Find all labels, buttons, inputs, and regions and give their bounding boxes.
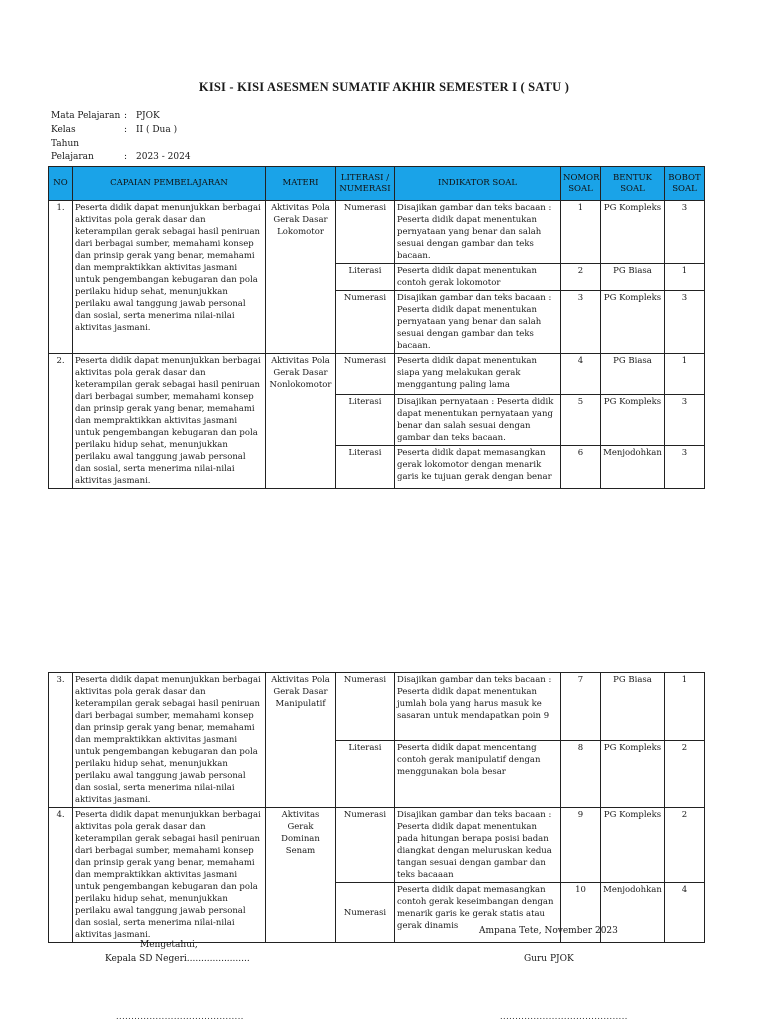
indikator-cell: Disajikan pernyataan : Peserta didik dapat menentukan pernyataan yang benar dan salah sesuai dengan gambar dan teks bacaan. bbox=[395, 394, 561, 446]
row-number: 1. bbox=[49, 201, 73, 354]
row-number: 4. bbox=[49, 808, 73, 943]
indikator-cell: Peserta didik dapat memasangkan contoh gerak keseimbangan dengan menarik garis ke gerak statis atau gerak dinamis bbox=[395, 883, 561, 943]
bentuk-cell: PG Kompleks bbox=[601, 201, 665, 264]
literasi-cell: Numerasi bbox=[336, 354, 395, 395]
indikator-cell: Disajikan gambar dan teks bacaan : Peserta didik dapat menentukan pernyataan yang benar dan salah sesuai dengan gambar dan teks bacaan. bbox=[395, 201, 561, 264]
signature-line-right: .......................................... bbox=[500, 1012, 628, 1021]
meta-year: Tahun Pelajaran : 2023 - 2024 bbox=[51, 139, 191, 162]
capaian-text: Peserta didik dapat menunjukkan berbagai aktivitas pola gerak dasar dan keterampilan gerak sebagai hasil peniruan dari berbagai sumber, memahami konsep dan prinsip gerak yang benar, memahami dan mempraktikkan aktivitas jasmani untuk pengembangan kebugaran dan pola perilaku hidup sehat, menunjukkan perilaku awal tanggung jawab personal dan sosial, serta menerima nilai-nilai aktivitas jasmani. bbox=[73, 673, 266, 808]
bobot-cell: 3 bbox=[665, 201, 705, 264]
nomor-cell: 4 bbox=[561, 354, 601, 395]
signature-line-left: .......................................... bbox=[116, 1012, 244, 1021]
indikator-cell: Peserta didik dapat mencentang contoh gerak manipulatif dengan menggunakan bola besar bbox=[395, 740, 561, 808]
materi-text: Aktivitas Gerak Dominan Senam bbox=[266, 808, 336, 943]
table-row bbox=[49, 201, 705, 264]
bentuk-cell: Menjodohkan bbox=[601, 446, 665, 489]
header-indikator: INDIKATOR SOAL bbox=[395, 167, 561, 201]
table-row bbox=[49, 354, 705, 395]
indikator-cell: Disajikan gambar dan teks bacaan : Peserta didik dapat menentukan jumlah bola yang harus masuk ke sasaran untuk mendapatkan poin 9 bbox=[395, 673, 561, 741]
meta-class: Kelas : II ( Dua ) bbox=[51, 125, 178, 135]
nomor-cell: 5 bbox=[561, 394, 601, 446]
document-title: KISI - KISI ASESMEN SUMATIF AKHIR SEMESTER I ( SATU ) bbox=[198, 80, 570, 94]
table-row bbox=[49, 673, 705, 741]
kisi-table-page-1 bbox=[48, 166, 705, 489]
bentuk-cell: PG Kompleks bbox=[601, 808, 665, 883]
kisi-table-page-2 bbox=[48, 672, 705, 943]
header-bobot: BOBOT SOAL bbox=[665, 167, 705, 201]
nomor-cell: 2 bbox=[561, 264, 601, 291]
materi-text: Aktivitas Pola Gerak Dasar Lokomotor bbox=[266, 201, 336, 354]
nomor-cell: 10 bbox=[561, 883, 601, 943]
literasi-cell: Literasi bbox=[336, 446, 395, 489]
bentuk-cell: PG Biasa bbox=[601, 264, 665, 291]
place-date: Ampana Tete, November 2023 bbox=[479, 926, 618, 936]
bobot-cell: 1 bbox=[665, 673, 705, 741]
guru-label: Guru PJOK bbox=[524, 954, 574, 964]
kepala-sekolah-label: Kepala SD Negeri...................... bbox=[105, 954, 250, 964]
header-bentuk: BENTUK SOAL bbox=[601, 167, 665, 201]
literasi-cell: Numerasi bbox=[336, 808, 395, 883]
bentuk-cell: Menjodohkan bbox=[601, 883, 665, 943]
capaian-text: Peserta didik dapat menunjukkan berbagai aktivitas pola gerak dasar dan keterampilan gerak sebagai hasil peniruan dari berbagai sumber, memahami konsep dan prinsip gerak yang benar, memahami dan mempraktikkan aktivitas jasmani untuk pengembangan kebugaran dan pola perilaku hidup sehat, menunjukkan perilaku awal tanggung jawab personal dan sosial, serta menerima nilai-nilai aktivitas jasmani. bbox=[73, 201, 266, 354]
bentuk-cell: PG Kompleks bbox=[601, 394, 665, 446]
materi-text: Aktivitas Pola Gerak Dasar Nonlokomotor bbox=[266, 354, 336, 489]
bobot-cell: 4 bbox=[665, 883, 705, 943]
bobot-cell: 3 bbox=[665, 446, 705, 489]
row-number: 3. bbox=[49, 673, 73, 808]
bobot-cell: 3 bbox=[665, 291, 705, 354]
nomor-cell: 1 bbox=[561, 201, 601, 264]
bobot-cell: 2 bbox=[665, 740, 705, 808]
bobot-cell: 2 bbox=[665, 808, 705, 883]
nomor-cell: 7 bbox=[561, 673, 601, 741]
materi-text: Aktivitas Pola Gerak Dasar Manipulatif bbox=[266, 673, 336, 808]
bentuk-cell: PG Kompleks bbox=[601, 740, 665, 808]
nomor-cell: 6 bbox=[561, 446, 601, 489]
literasi-cell: Literasi bbox=[336, 394, 395, 446]
indikator-cell: Disajikan gambar dan teks bacaan : Peserta didik dapat menentukan pada hitungan berapa posisi badan diangkat dengan meluruskan kedua tangan sesuai dengan gambar dan teks bacaaan bbox=[395, 808, 561, 883]
capaian-text: Peserta didik dapat menunjukkan berbagai aktivitas pola gerak dasar dan keterampilan gerak sebagai hasil peniruan dari berbagai sumber, memahami konsep dan prinsip gerak yang benar, memahami dan mempraktikkan aktivitas jasmani untuk pengembangan kebugaran dan pola perilaku hidup sehat, menunjukkan perilaku awal tanggung jawab personal dan sosial, serta menerima nilai-nilai aktivitas jasmani. bbox=[73, 808, 266, 943]
header-nomor: NOMOR SOAL bbox=[561, 167, 601, 201]
table-row bbox=[49, 808, 705, 883]
header-materi: MATERI bbox=[266, 167, 336, 201]
meta-subject-label: Mata Pelajaran bbox=[51, 111, 121, 121]
bentuk-cell: PG Biasa bbox=[601, 354, 665, 395]
bobot-cell: 3 bbox=[665, 394, 705, 446]
indikator-cell: Peserta didik dapat menentukan siapa yang melakukan gerak menggantung paling lama bbox=[395, 354, 561, 395]
meta-class-value: II ( Dua ) bbox=[136, 125, 178, 135]
indikator-cell: Peserta didik dapat memasangkan gerak lokomotor dengan menarik garis ke tujuan gerak dengan benar bbox=[395, 446, 561, 489]
bentuk-cell: PG Kompleks bbox=[601, 291, 665, 354]
meta-class-label: Kelas bbox=[51, 125, 76, 135]
header-literasi: LITERASI / NUMERASI bbox=[336, 167, 395, 201]
row-number: 2. bbox=[49, 354, 73, 489]
literasi-cell: Literasi bbox=[336, 740, 395, 808]
literasi-cell: Literasi bbox=[336, 264, 395, 291]
nomor-cell: 8 bbox=[561, 740, 601, 808]
header-no: NO bbox=[49, 167, 73, 201]
bobot-cell: 1 bbox=[665, 264, 705, 291]
meta-year-label: Tahun Pelajaran bbox=[51, 139, 94, 162]
header-capaian: CAPAIAN PEMBELAJARAN bbox=[73, 167, 266, 201]
table-header-row bbox=[49, 167, 705, 201]
meta-subject: Mata Pelajaran : PJOK bbox=[51, 111, 160, 121]
mengetahui-label: Mengetahui, bbox=[140, 940, 198, 950]
indikator-cell: Disajikan gambar dan teks bacaan : Peserta didik dapat menentukan pernyataan yang benar dan salah sesuai dengan gambar dan teks bacaan. bbox=[395, 291, 561, 354]
literasi-cell: Numerasi bbox=[336, 201, 395, 264]
literasi-cell: Numerasi bbox=[336, 673, 395, 741]
capaian-text: Peserta didik dapat menunjukkan berbagai aktivitas pola gerak dasar dan keterampilan gerak sebagai hasil peniruan dari berbagai sumber, memahami konsep dan prinsip gerak yang benar, memahami dan mempraktikkan aktivitas jasmani untuk pengembangan kebugaran dan pola perilaku hidup sehat, menunjukkan perilaku awal tanggung jawab personal dan sosial, serta menerima nilai-nilai aktivitas jasmani. bbox=[73, 354, 266, 489]
meta-year-value: 2023 - 2024 bbox=[136, 152, 191, 162]
literasi-cell: Numerasi bbox=[336, 291, 395, 354]
nomor-cell: 9 bbox=[561, 808, 601, 883]
literasi-cell: Numerasi bbox=[336, 883, 395, 943]
bentuk-cell: PG Biasa bbox=[601, 673, 665, 741]
nomor-cell: 3 bbox=[561, 291, 601, 354]
meta-subject-value: PJOK bbox=[136, 111, 160, 121]
bobot-cell: 1 bbox=[665, 354, 705, 395]
indikator-cell: Peserta didik dapat menentukan contoh gerak lokomotor bbox=[395, 264, 561, 291]
